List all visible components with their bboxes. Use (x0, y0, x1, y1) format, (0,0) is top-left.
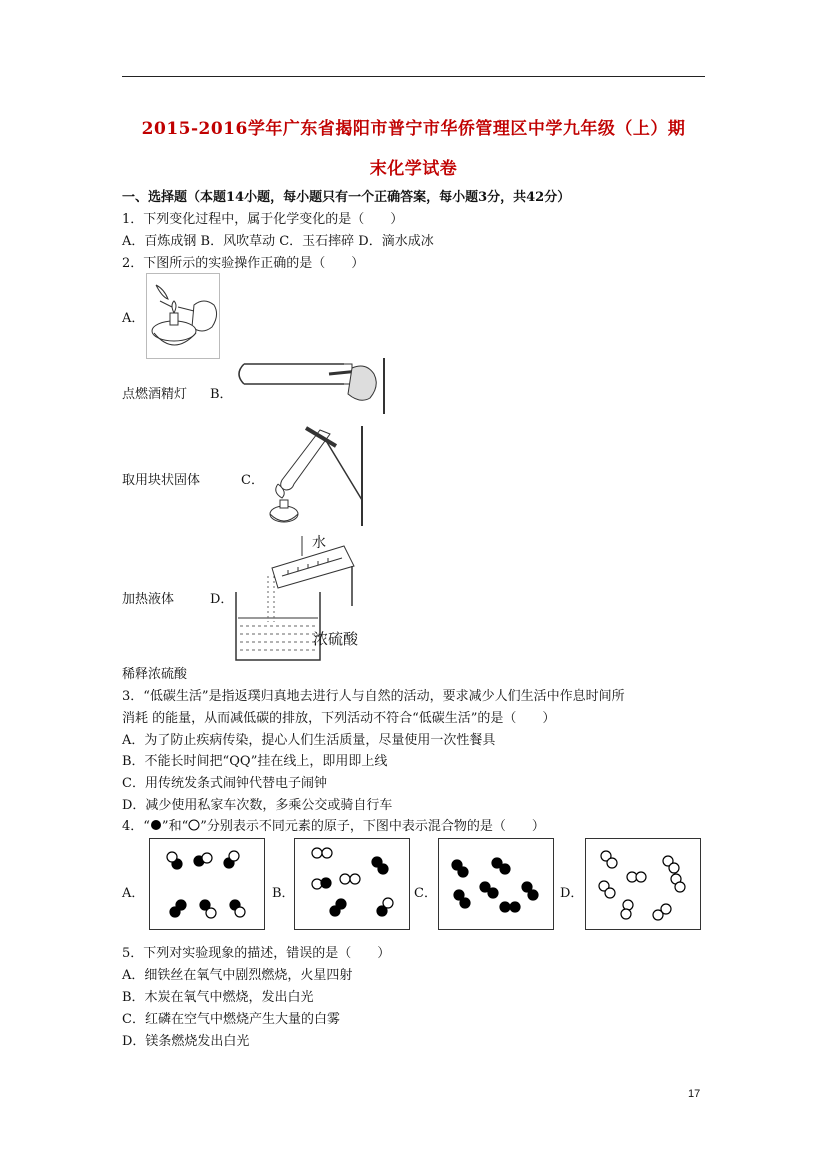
q4-stem-post: ”分别表示不同元素的原子，下图中表示混合物的是（ ） (200, 819, 545, 834)
heating-liquid-figure (262, 424, 366, 528)
q3-stem-line2: 消耗 的能量，从而减低碳的排放，下列活动不符合“低碳生活”的是（ ） (122, 711, 556, 726)
q2-option-a-label: A． (122, 311, 145, 326)
exam-title-line2: 末化学试卷 (369, 159, 458, 179)
q4-stem-mid: ”和“ (161, 819, 189, 834)
q2-stem: 2．下图所示的实验操作正确的是（ ） (122, 256, 365, 271)
q4-label-a: A． (122, 886, 145, 901)
section-heading: 一、选择题（本题14小题，每小题只有一个正确答案，每小题3分，共42分） (122, 190, 571, 205)
black-atom-icon (150, 819, 162, 831)
q2-option-c-caption: 加热液体 (122, 592, 175, 607)
q3-option-a: A．为了防止疾病传染，提心人们生活质量，尽量使用一次性餐具 (122, 733, 496, 748)
q4-label-c: C． (414, 886, 437, 901)
test-tube-solid-figure (234, 358, 390, 414)
q2-option-b-label: B． (210, 387, 233, 402)
q4-stem (122, 818, 545, 836)
q1-stem: 1．下列变化过程中，属于化学变化的是（ ） (122, 212, 404, 227)
q2-option-d-label: D． (210, 592, 234, 607)
molecule-box-d (585, 838, 701, 930)
lighting-lamp-figure (146, 273, 220, 359)
q2-option-a-caption: 点燃酒精灯 (122, 387, 188, 402)
q5-option-a: A．细铁丝在氧气中剧烈燃烧，火星四射 (122, 968, 353, 983)
q3-option-c: C．用传统发条式闹钟代替电子闹钟 (122, 776, 327, 791)
q5-option-b: B．木炭在氧气中燃烧，发出白光 (122, 990, 314, 1005)
molecule-box-b (294, 838, 410, 930)
white-atom-icon (188, 819, 200, 831)
q3-stem-line1: 3．“低碳生活”是指返璞归真地去进行人与自然的活动，要求减少人们生活中作息时间所 (122, 689, 625, 704)
q3-option-d: D．减少使用私家车次数，多乘公交或骑自行车 (122, 798, 393, 813)
q2-option-c-label: C． (241, 473, 264, 488)
q5-option-c: C．红磷在空气中燃烧产生大量的白雾 (122, 1012, 340, 1027)
q2-option-d-caption: 稀释浓硫酸 (122, 667, 188, 682)
molecule-box-a (149, 838, 265, 930)
q3-option-b: B．不能长时间把“QQ”挂在线上，即用即上线 (122, 754, 388, 769)
q1-options: A．百炼成钢 B．风吹草动 C．玉石摔碎 D．滴水成冰 (122, 234, 434, 249)
water-label: 水 (312, 535, 326, 551)
q5-option-d: D．镁条燃烧发出白光 (122, 1034, 250, 1049)
exam-title-line1: 2015-2016学年广东省揭阳市普宁市华侨管理区中学九年级（上）期 (141, 119, 686, 139)
header-rule (122, 76, 705, 77)
q4-label-d: D． (560, 886, 584, 901)
page-number: 17 (688, 1088, 701, 1100)
q4-label-b: B． (272, 886, 295, 901)
q5-stem: 5．下列对实验现象的描述，错误的是（ ） (122, 946, 391, 961)
sulfuric-acid-label: 浓硫酸 (313, 630, 359, 648)
q2-option-b-caption: 取用块状固体 (122, 473, 201, 488)
molecule-box-c (438, 838, 554, 930)
q4-stem-pre: 4．“ (122, 819, 150, 834)
